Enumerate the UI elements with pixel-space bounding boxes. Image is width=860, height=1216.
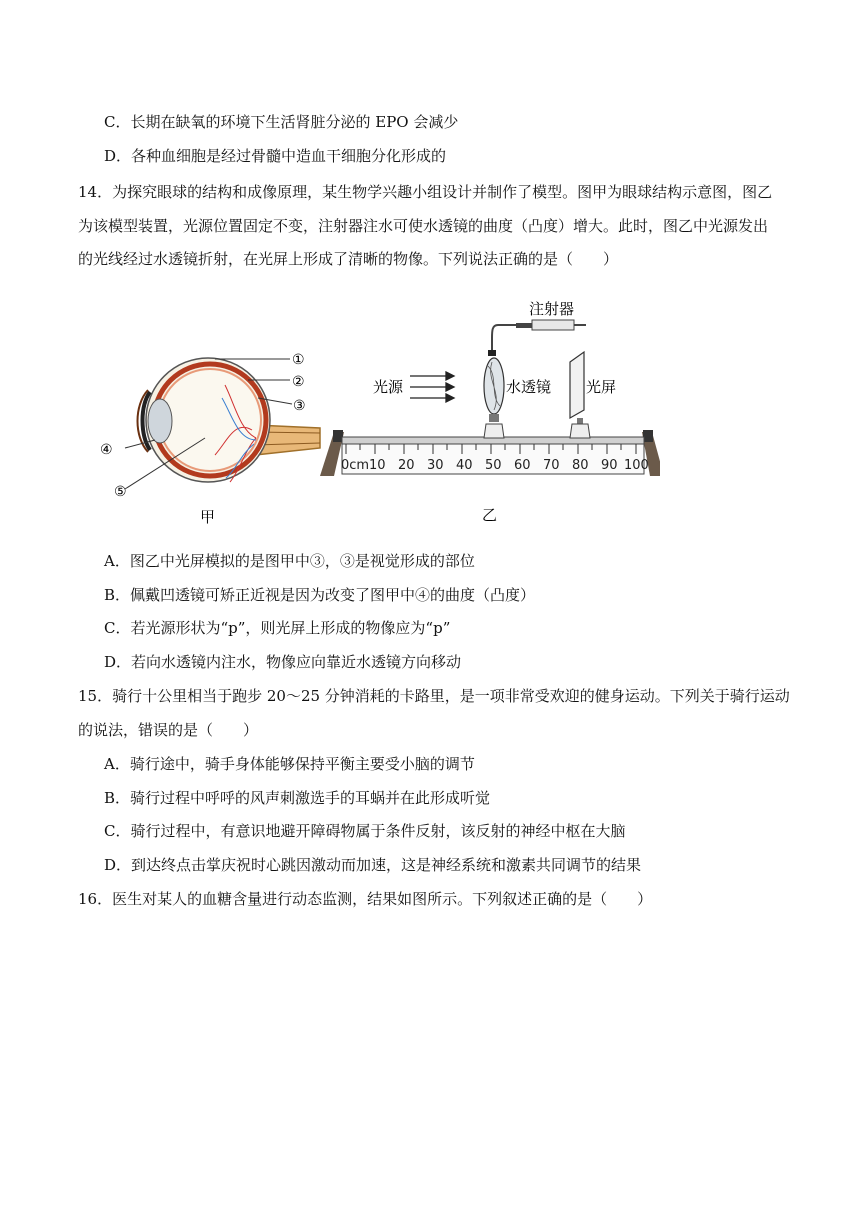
option-d-prev: D．各种血细胞是经过骨髓中造血干细胞分化形成的 (104, 147, 447, 165)
q14-text-line3: 的光线经过水透镜折射，在光屏上形成了清晰的物像。下列说法正确的是（ ） (78, 250, 619, 268)
tick-80: 80 (572, 458, 589, 473)
tick-70: 70 (543, 458, 560, 473)
light-source-label: 光源 (373, 378, 404, 396)
tick-60: 60 (514, 458, 531, 473)
marker-4: ④ (100, 442, 113, 458)
water-lens-label: 水透镜 (506, 378, 552, 396)
q14-text-line2: 为该模型装置，光源位置固定不变，注射器注水可使水透镜的曲度（凸度）增大。此时，图乙中光源发出 (78, 217, 769, 235)
q15-option-b: B．骑行过程中呼呼的风声刺激选手的耳蜗并在此形成听觉 (104, 789, 491, 807)
q15-option-d: D．到达终点击掌庆祝时心跳因激动而加速，这是神经系统和激素共同调节的结果 (104, 856, 642, 874)
screen-label: 光屏 (586, 378, 617, 396)
tick-30: 30 (427, 458, 444, 473)
eye-figure-label: 甲 (200, 508, 216, 526)
marker-1: ① (292, 352, 305, 368)
tick-100: 100 (624, 458, 649, 473)
water-lens (484, 358, 504, 438)
q16-text-line1: 16．医生对某人的血糖含量进行动态监测，结果如图所示。下列叙述正确的是（ ） (78, 890, 653, 908)
eye-diagram (100, 352, 320, 526)
tick-20: 20 (398, 458, 415, 473)
model-diagram (320, 300, 660, 524)
marker-5: ⑤ (114, 484, 127, 500)
q15-text-line1: 15．骑行十公里相当于跑步 20～25 分钟消耗的卡路里，是一项非常受欢迎的健身运动。下列关于骑行运动 (78, 687, 790, 705)
tick-0: 0cm (341, 458, 370, 473)
q14-text-line1: 14．为探究眼球的结构和成像原理，某生物学兴趣小组设计并制作了模型。图甲为眼球结构示意图，图乙 (78, 183, 773, 201)
option-c-prev: C．长期在缺氧的环境下生活肾脏分泌的 EPO 会减少 (104, 113, 459, 131)
q14-option-b: B．佩戴凹透镜可矫正近视是因为改变了图甲中④的曲度（凸度） (104, 586, 536, 604)
q15-option-a: A．骑行途中，骑手身体能够保持平衡主要受小脑的调节 (104, 755, 475, 773)
syringe (488, 320, 586, 356)
q14-option-a: A．图乙中光屏模拟的是图甲中③，③是视觉形成的部位 (104, 552, 475, 570)
syringe-label: 注射器 (529, 300, 575, 318)
q14-figure (100, 290, 660, 530)
tick-40: 40 (456, 458, 473, 473)
marker-3: ③ (293, 398, 306, 414)
model-figure-label: 乙 (482, 506, 498, 524)
marker-2: ② (292, 374, 305, 390)
tick-10: 10 (369, 458, 386, 473)
tick-50: 50 (485, 458, 502, 473)
tick-90: 90 (601, 458, 618, 473)
q14-option-d: D．若向水透镜内注水，物像应向靠近水透镜方向移动 (104, 653, 462, 671)
q15-option-c: C．骑行过程中，有意识地避开障碍物属于条件反射，该反射的神经中枢在大脑 (104, 822, 626, 840)
light-arrows (410, 372, 454, 402)
q15-text-line2: 的说法，错误的是（ ） (78, 721, 259, 739)
q14-option-c: C．若光源形状为“p”，则光屏上形成的物像应为“p” (104, 619, 451, 637)
